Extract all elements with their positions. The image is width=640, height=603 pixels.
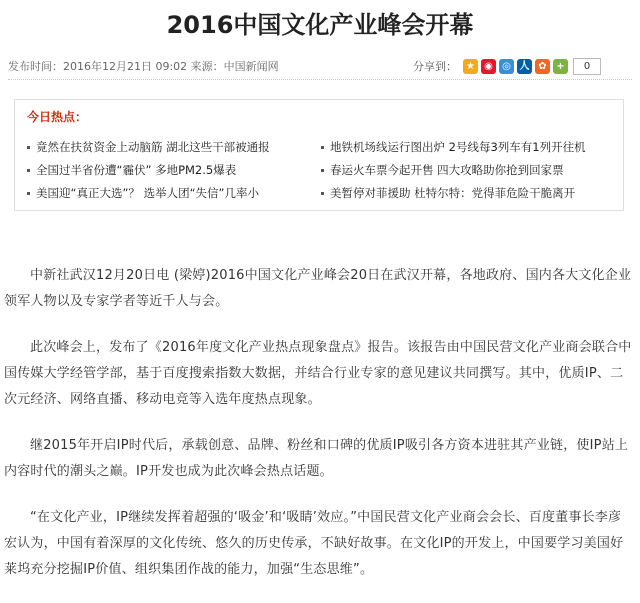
hot-news-link[interactable] — [27, 182, 312, 205]
hot-news-box — [14, 99, 624, 211]
kaixin-share-icon[interactable]: ✿ — [535, 59, 550, 74]
article-body — [4, 263, 634, 603]
article-paragraph: 此次峰会上，发布了《2016年度文化产业热点现象盘点》报告。该报告由中国民营文化产业商会联合中国传媒大学经管学部，基于百度搜索指数大数据，并结合行业专家的意见建议共同撰写。其中，优质IP、二次元经济、网络直播、移动电竞等入选年度热点现象。 — [4, 340, 632, 407]
bullet-icon — [321, 146, 324, 149]
hot-news-link-text[interactable]: 竟然在扶贫资金上动脑筋 湖北这些干部被通报 — [36, 140, 270, 154]
more-share-icon[interactable]: + — [553, 59, 568, 74]
hot-news-link[interactable] — [321, 182, 621, 205]
hot-news-link-text[interactable]: 美暂停对菲援助 杜特尔特：党得菲危险干脆离开 — [330, 186, 576, 200]
article-title: 2016中国文化产业峰会开幕 — [166, 11, 474, 39]
hot-news-link[interactable] — [27, 159, 312, 182]
hot-news-link-text[interactable]: 全国过半省份遭“霾伏” 多地PM2.5爆表 — [36, 163, 237, 177]
share-count[interactable]: 0 — [573, 58, 601, 75]
header-divider — [8, 79, 632, 80]
hot-news-link[interactable] — [321, 136, 621, 159]
hot-news-list-right — [321, 136, 621, 205]
tencent-weibo-share-icon[interactable]: ◎ — [499, 59, 514, 74]
bullet-icon — [27, 146, 30, 149]
share-label: 分享到： — [413, 60, 457, 73]
publish-info: 发布时间：2016年12月21日 09:02 来源：中国新闻网 — [8, 60, 279, 73]
bullet-icon — [27, 169, 30, 172]
hot-news-link[interactable] — [27, 136, 312, 159]
weibo-share-icon[interactable]: ◉ — [481, 59, 496, 74]
article-paragraph: “在文化产业，IP继续发挥着超强的‘吸金’和‘吸睛’效应。”中国民营文化产业商会会长、百度董事长李彦宏认为，中国有着深厚的文化传统、悠久的历史传承，不缺好故事。在文化IP的开发上，中国要学习美国好莱坞充分挖掘IP价值、组织集团作战的能力，加强“生态思维”。 — [4, 510, 624, 577]
qzone-share-icon[interactable]: ★ — [463, 59, 478, 74]
bullet-icon — [321, 192, 324, 195]
share-icons — [463, 59, 571, 74]
hot-news-title: 今日热点： — [27, 110, 88, 124]
bullet-icon — [27, 192, 30, 195]
renren-share-icon[interactable]: 人 — [517, 59, 532, 74]
article-paragraph: 继2015年开启IP时代后，承载创意、品牌、粉丝和口碑的优质IP吸引各方资本进驻其产业链，使IP站上内容时代的潮头之巅。IP开发也成为此次峰会热点话题。 — [4, 438, 629, 479]
hot-news-list-left — [27, 136, 312, 205]
hot-news-link-text[interactable]: 美国迎“真正大选”？ 选举人团“失信”几率小 — [36, 186, 259, 200]
hot-news-link[interactable] — [321, 159, 621, 182]
hot-news-link-text[interactable]: 春运火车票今起开售 四大攻略助你抢到回家票 — [330, 163, 564, 177]
share-bar — [413, 55, 601, 77]
article-paragraph: 中新社武汉12月20日电 (梁婷)2016中国文化产业峰会20日在武汉开幕，各地政府、国内各大文化企业领军人物以及专家学者等近千人与会。 — [4, 268, 632, 309]
bullet-icon — [321, 169, 324, 172]
hot-news-link-text[interactable]: 地铁机场线运行图出炉 2号线每3列车有1列开往机 — [330, 140, 586, 154]
